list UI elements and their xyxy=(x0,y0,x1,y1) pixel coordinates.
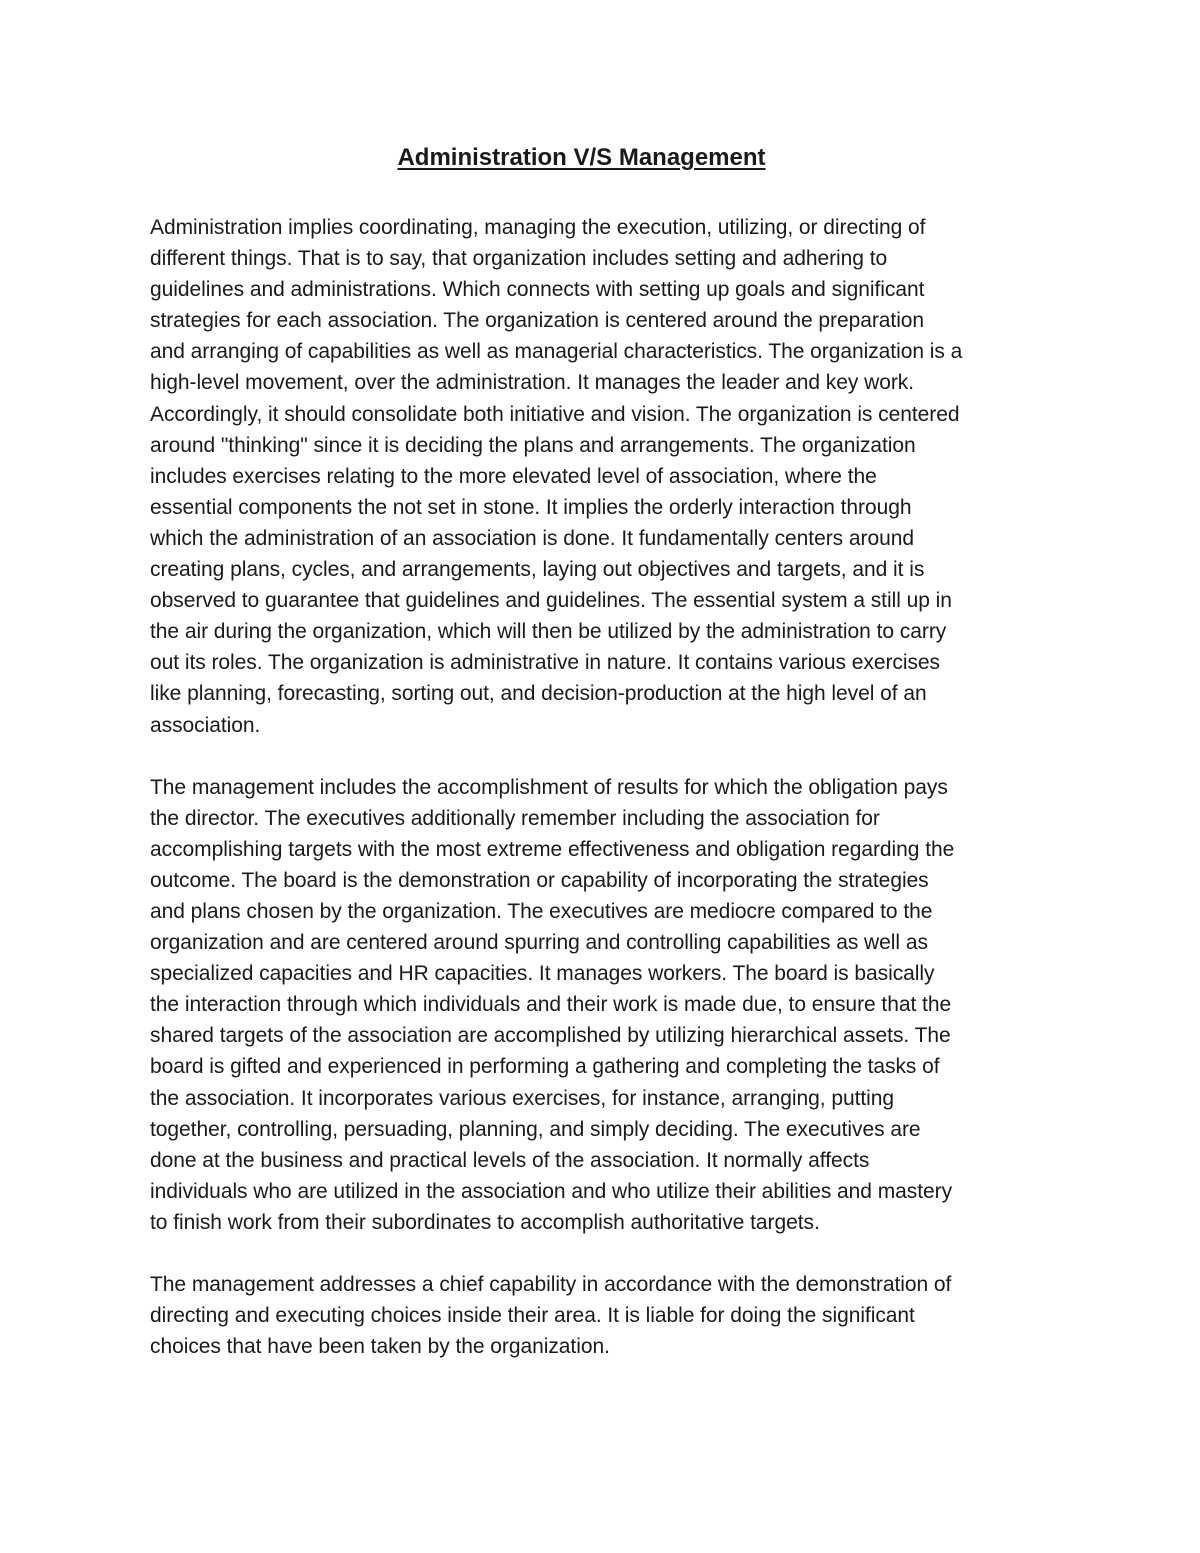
paragraph-management-choices xyxy=(150,1269,1070,1362)
text-line: The management includes the accomplishment of results for which the obligation pays xyxy=(150,775,948,799)
text-line: strategies for each association. The organization is centered around the preparation xyxy=(150,309,925,333)
text-line: the interaction through which individuals and their work is made due, to ensure that the xyxy=(150,993,952,1017)
text-line: around "thinking" since it is deciding the plans and arrangements. The organization xyxy=(150,433,916,457)
text-line: directing and executing choices inside their area. It is liable for doing the significant xyxy=(150,1304,915,1328)
text-line: guidelines and administrations. Which connects with setting up goals and significant xyxy=(150,278,925,302)
text-line: organization and are centered around spurring and controlling capabilities as well as xyxy=(150,931,928,955)
paragraph-administration xyxy=(150,212,1070,741)
text-line: and plans chosen by the organization. The executives are mediocre compared to the xyxy=(150,899,933,923)
document-body xyxy=(150,212,1070,1393)
text-line: Accordingly, it should consolidate both initiative and vision. The organization is centered xyxy=(150,402,960,426)
paragraph-management xyxy=(150,772,1070,1238)
text-line: essential components the not set in stone. It implies the orderly interaction through xyxy=(150,495,912,519)
document-title: Administration V/S Management xyxy=(397,144,766,171)
text-line: Administration implies coordinating, managing the execution, utilizing, or directing of xyxy=(150,216,926,239)
text-line: association. xyxy=(150,713,261,737)
text-line: the air during the organization, which will then be utilized by the administration to carry xyxy=(150,620,947,644)
text-line: to finish work from their subordinates to accomplish authoritative targets. xyxy=(150,1210,820,1234)
text-line: which the administration of an association is done. It fundamentally centers around xyxy=(150,526,914,550)
text-line: high-level movement, over the administration. It manages the leader and key work. xyxy=(150,371,915,395)
text-line: accomplishing targets with the most extreme effectiveness and obligation regarding the xyxy=(150,837,955,861)
text-line: the director. The executives additionally remember including the association for xyxy=(150,806,880,830)
text-line: specialized capacities and HR capacities. It manages workers. The board is basically xyxy=(150,962,935,986)
text-line: outcome. The board is the demonstration or capability of incorporating the strategies xyxy=(150,868,929,892)
text-line: like planning, forecasting, sorting out, and decision-production at the high level of an xyxy=(150,682,927,706)
text-line: board is gifted and experienced in performing a gathering and completing the tasks of xyxy=(150,1055,940,1079)
text-line: and arranging of capabilities as well as managerial characteristics. The organization is a xyxy=(150,340,963,364)
text-line: different things. That is to say, that organization includes setting and adhering to xyxy=(150,247,888,271)
text-line: the association. It incorporates various exercises, for instance, arranging, putting xyxy=(150,1086,895,1110)
text-line: includes exercises relating to the more elevated level of association, where the xyxy=(150,464,877,488)
text-line: choices that have been taken by the organization. xyxy=(150,1335,610,1359)
text-line: out its roles. The organization is administrative in nature. It contains various exercises xyxy=(150,651,940,675)
text-line: individuals who are utilized in the association and who utilize their abilities and mastery xyxy=(150,1179,953,1203)
text-line: done at the business and practical levels of the association. It normally affects xyxy=(150,1148,870,1172)
text-line: together, controlling, persuading, planning, and simply deciding. The executives are xyxy=(150,1117,921,1141)
text-line: observed to guarantee that guidelines and guidelines. The essential system a still up in xyxy=(150,589,952,613)
text-line: The management addresses a chief capability in accordance with the demonstration of xyxy=(150,1273,952,1296)
text-line: creating plans, cycles, and arrangements, laying out objectives and targets, and it is xyxy=(150,558,925,582)
text-line: shared targets of the association are accomplished by utilizing hierarchical assets. The xyxy=(150,1024,951,1048)
